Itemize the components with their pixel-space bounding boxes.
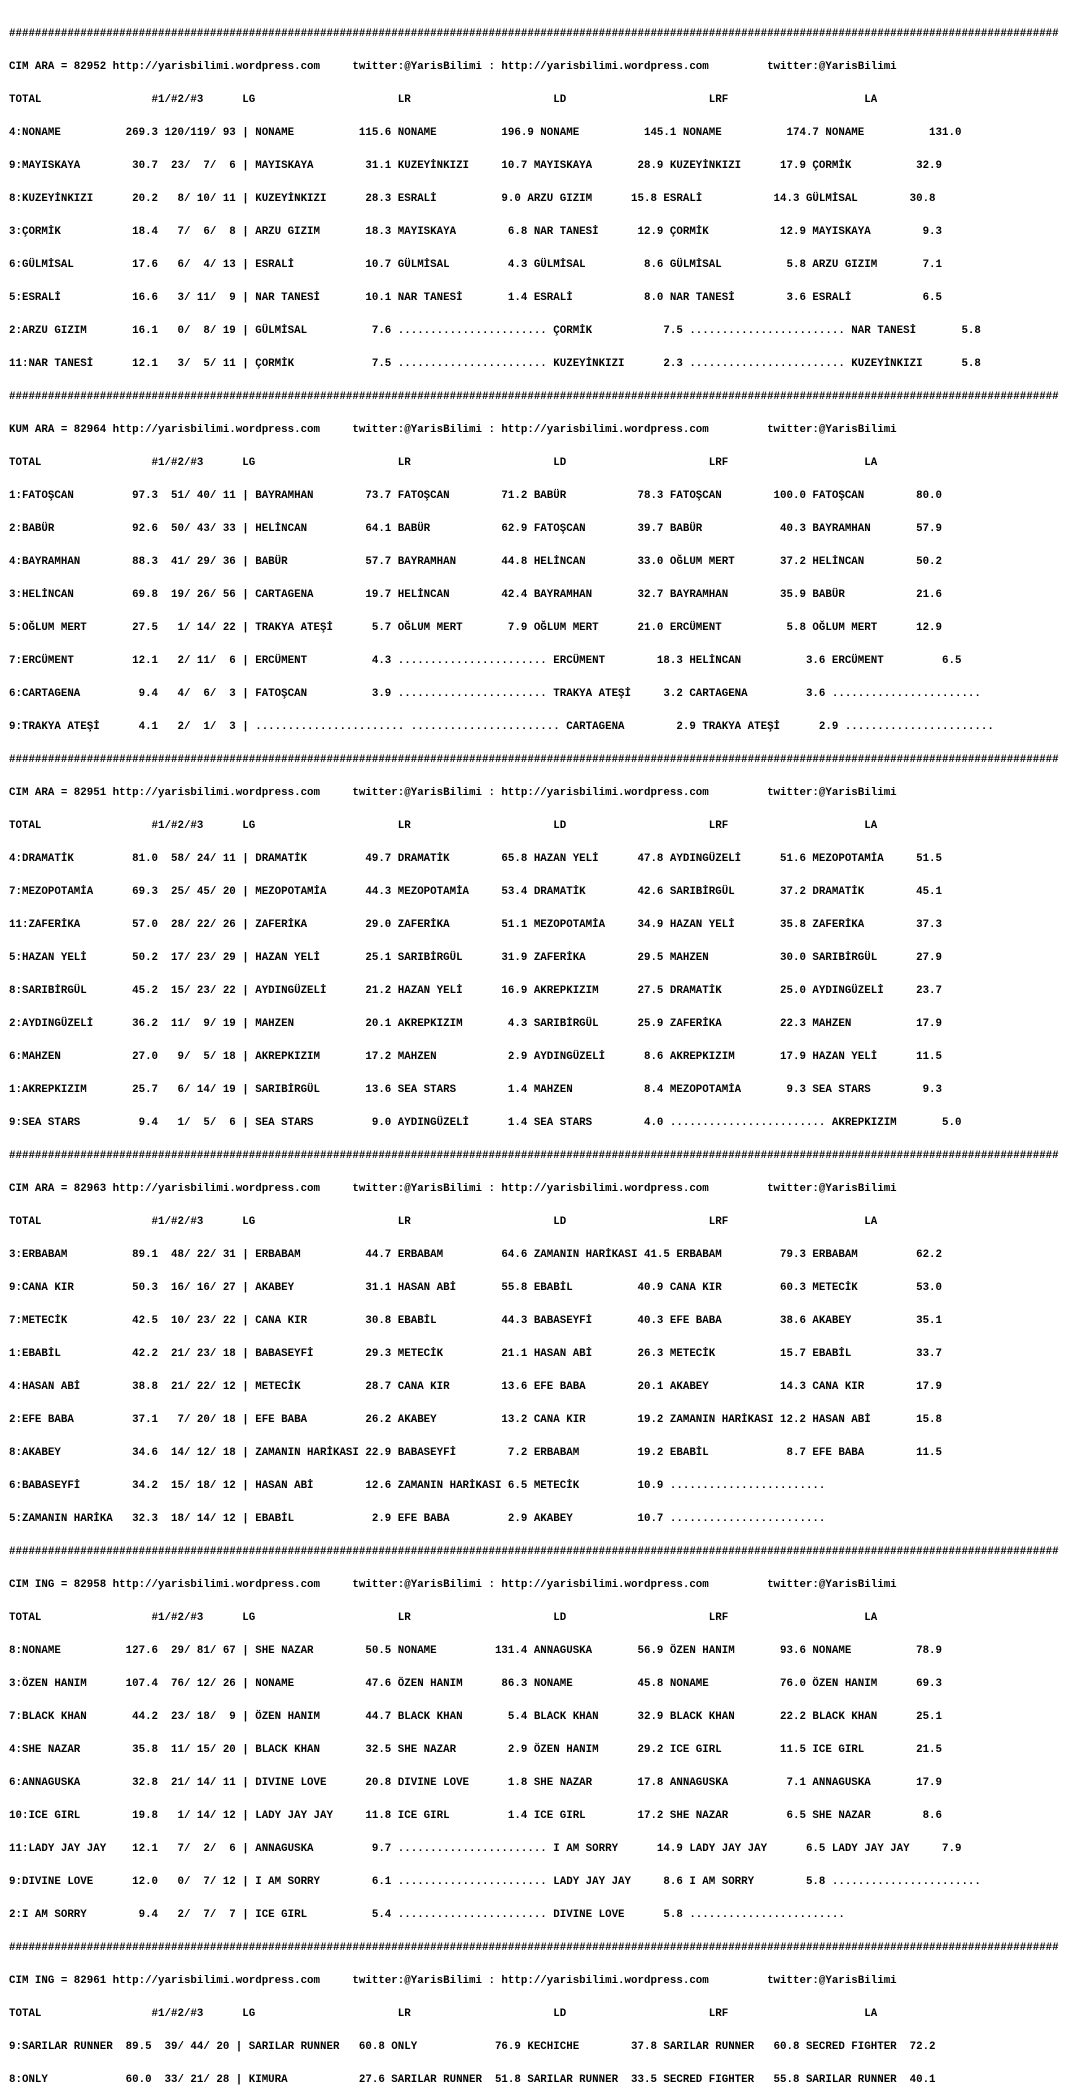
- column-header: TOTAL #1/#2/#3 LG LR LD LRF LA: [9, 1612, 878, 1624]
- column-header: TOTAL #1/#2/#3 LG LR LD LRF LA: [9, 1216, 878, 1228]
- race-header: CIM ARA = 82951 http://yarisbilimi.wordpress.com twitter:@YarisBilimi : http://yarisbilimi.wordpress.com twitter:@YarisBilimi: [9, 787, 897, 799]
- column-header: TOTAL #1/#2/#3 LG LR LD LRF LA: [9, 94, 878, 106]
- table-row: 6:ANNAGUSKA 32.8 21/ 14/ 11 | DIVINE LOVE 20.8 DIVINE LOVE 1.8 SHE NAZAR 17.8 ANNAGUSKA 7.1 ANNAGUSKA 17.9: [9, 1777, 943, 1789]
- race-header: CIM ARA = 82952 http://yarisbilimi.wordpress.com twitter:@YarisBilimi : http://yarisbilimi.wordpress.com twitter:@YarisBilimi: [9, 61, 897, 73]
- table-row: 7:MEZOPOTAMİA 69.3 25/ 45/ 20 | MEZOPOTAMİA 44.3 MEZOPOTAMİA 53.4 DRAMATİK 42.6 SARIBİRGÜL 37.2 DRAMATİK 45.1: [9, 886, 943, 898]
- race-header: CIM ARA = 82963 http://yarisbilimi.wordpress.com twitter:@YarisBilimi : http://yarisbilimi.wordpress.com twitter:@YarisBilimi: [9, 1183, 897, 1195]
- table-row: 8:KUZEYİNKIZI 20.2 8/ 10/ 11 | KUZEYİNKIZI 28.3 ESRALİ 9.0 ARZU GIZIM 15.8 ESRALİ 14.3 GÜLMİSAL 30.8: [9, 193, 936, 205]
- separator-line: ##################################################################################################################################################################: [9, 1546, 1059, 1558]
- table-row: 7:METECİK 42.5 10/ 23/ 22 | CANA KIR 30.8 EBABİL 44.3 BABASEYFİ 40.3 EFE BABA 38.6 AKABEY 35.1: [9, 1315, 943, 1327]
- table-row: 11:LADY JAY JAY 12.1 7/ 2/ 6 | ANNAGUSKA 9.7 ....................... I AM SORRY 14.9 LADY JAY JAY 6.5 LADY JAY JAY 7.9: [9, 1843, 962, 1855]
- table-row: 4:NONAME 269.3 120/119/ 93 | NONAME 115.6 NONAME 196.9 NONAME 145.1 NONAME 174.7 NONAME 131.0: [9, 127, 962, 139]
- table-row: 10:ICE GIRL 19.8 1/ 14/ 12 | LADY JAY JAY 11.8 ICE GIRL 1.4 ICE GIRL 17.2 SHE NAZAR 6.5 SHE NAZAR 8.6: [9, 1810, 943, 1822]
- table-row: 2:AYDINGÜZELİ 36.2 11/ 9/ 19 | MAHZEN 20.1 AKREPKIZIM 4.3 SARIBİRGÜL 25.9 ZAFERİKA 22.3 MAHZEN 17.9: [9, 1018, 943, 1030]
- table-row: 2:BABÜR 92.6 50/ 43/ 33 | HELİNCAN 64.1 BABÜR 62.9 FATOŞCAN 39.7 BABÜR 40.3 BAYRAMHAN 57.9: [9, 523, 943, 535]
- table-row: 9:CANA KIR 50.3 16/ 16/ 27 | AKABEY 31.1 HASAN ABİ 55.8 EBABİL 40.9 CANA KIR 60.3 METECİK 53.0: [9, 1282, 943, 1294]
- table-row: 3:HELİNCAN 69.8 19/ 26/ 56 | CARTAGENA 19.7 HELİNCAN 42.4 BAYRAMHAN 32.7 BAYRAMHAN 35.9 BABÜR 21.6: [9, 589, 943, 601]
- table-row: 5:ESRALİ 16.6 3/ 11/ 9 | NAR TANESİ 10.1 NAR TANESİ 1.4 ESRALİ 8.0 NAR TANESİ 3.6 ESRALİ 6.5: [9, 292, 943, 304]
- table-row: 4:SHE NAZAR 35.8 11/ 15/ 20 | BLACK KHAN 32.5 SHE NAZAR 2.9 ÖZEN HANIM 29.2 ICE GIRL 11.5 ICE GIRL 21.5: [9, 1744, 943, 1756]
- race-header: KUM ARA = 82964 http://yarisbilimi.wordpress.com twitter:@YarisBilimi : http://yarisbilimi.wordpress.com twitter:@YarisBilimi: [9, 424, 897, 436]
- table-row: 1:EBABİL 42.2 21/ 23/ 18 | BABASEYFİ 29.3 METECİK 21.1 HASAN ABİ 26.3 METECİK 15.7 EBABİL 33.7: [9, 1348, 943, 1360]
- table-row: 5:OĞLUM MERT 27.5 1/ 14/ 22 | TRAKYA ATEŞİ 5.7 OĞLUM MERT 7.9 OĞLUM MERT 21.0 ERCÜMENT 5.8 OĞLUM MERT 12.9: [9, 622, 943, 634]
- table-row: 5:HAZAN YELİ 50.2 17/ 23/ 29 | HAZAN YELİ 25.1 SARIBİRGÜL 31.9 ZAFERİKA 29.5 MAHZEN 30.0 SARIBİRGÜL 27.9: [9, 952, 943, 964]
- table-row: 8:SARIBİRGÜL 45.2 15/ 23/ 22 | AYDINGÜZELİ 21.2 HAZAN YELİ 16.9 AKREPKIZIM 27.5 DRAMATİK 25.0 AYDINGÜZELİ 23.7: [9, 985, 943, 997]
- table-row: 2:ARZU GIZIM 16.1 0/ 8/ 19 | GÜLMİSAL 7.6 ....................... ÇORMİK 7.5 ........................ NAR TANESİ 5.8: [9, 325, 981, 337]
- table-row: 4:BAYRAMHAN 88.3 41/ 29/ 36 | BABÜR 57.7 BAYRAMHAN 44.8 HELİNCAN 33.0 OĞLUM MERT 37.2 HELİNCAN 50.2: [9, 556, 943, 568]
- table-row: 9:SARILAR RUNNER 89.5 39/ 44/ 20 | SARILAR RUNNER 60.8 ONLY 76.9 KECHICHE 37.8 SARILAR RUNNER 60.8 SECRED FIGHTER 72.2: [9, 2041, 936, 2053]
- table-row: 9:SEA STARS 9.4 1/ 5/ 6 | SEA STARS 9.0 AYDINGÜZELİ 1.4 SEA STARS 4.0 ........................ AKREPKIZIM 5.0: [9, 1117, 962, 1129]
- table-row: 4:HASAN ABİ 38.8 21/ 22/ 12 | METECİK 28.7 CANA KIR 13.6 EFE BABA 20.1 AKABEY 14.3 CANA KIR 17.9: [9, 1381, 943, 1393]
- race-header: CIM ING = 82958 http://yarisbilimi.wordpress.com twitter:@YarisBilimi : http://yarisbilimi.wordpress.com twitter:@YarisBilimi: [9, 1579, 897, 1591]
- separator-line: ##################################################################################################################################################################: [9, 754, 1059, 766]
- table-row: 6:MAHZEN 27.0 9/ 5/ 18 | AKREPKIZIM 17.2 MAHZEN 2.9 AYDINGÜZELİ 8.6 AKREPKIZIM 17.9 HAZAN YELİ 11.5: [9, 1051, 943, 1063]
- table-row: 1:AKREPKIZIM 25.7 6/ 14/ 19 | SARIBİRGÜL 13.6 SEA STARS 1.4 MAHZEN 8.4 MEZOPOTAMİA 9.3 SEA STARS 9.3: [9, 1084, 943, 1096]
- table-row: 11:ZAFERİKA 57.0 28/ 22/ 26 | ZAFERİKA 29.0 ZAFERİKA 51.1 MEZOPOTAMİA 34.9 HAZAN YELİ 35.8 ZAFERİKA 37.3: [9, 919, 943, 931]
- race-header: CIM ING = 82961 http://yarisbilimi.wordpress.com twitter:@YarisBilimi : http://yarisbilimi.wordpress.com twitter:@YarisBilimi: [9, 1975, 897, 1987]
- table-row: 6:GÜLMİSAL 17.6 6/ 4/ 13 | ESRALİ 10.7 GÜLMİSAL 4.3 GÜLMİSAL 8.6 GÜLMİSAL 5.8 ARZU GIZIM 7.1: [9, 259, 943, 271]
- table-row: 9:DIVINE LOVE 12.0 0/ 7/ 12 | I AM SORRY 6.1 ....................... LADY JAY JAY 8.6 I AM SORRY 5.8 .......................: [9, 1876, 981, 1888]
- table-row: 11:NAR TANESİ 12.1 3/ 5/ 11 | ÇORMİK 7.5 ....................... KUZEYİNKIZI 2.3 ........................ KUZEYİNKIZI 5.8: [9, 358, 981, 370]
- column-header: TOTAL #1/#2/#3 LG LR LD LRF LA: [9, 820, 878, 832]
- table-row: 7:ERCÜMENT 12.1 2/ 11/ 6 | ERCÜMENT 4.3 ....................... ERCÜMENT 18.3 HELİNCAN 3.6 ERCÜMENT 6.5: [9, 655, 962, 667]
- table-row: 8:ONLY 60.0 33/ 21/ 28 | KIMURA 27.6 SARILAR RUNNER 51.8 SARILAR RUNNER 33.5 SECRED FIGHTER 55.8 SARILAR RUNNER 40.1: [9, 2074, 936, 2086]
- separator-line: ##################################################################################################################################################################: [9, 1942, 1059, 1954]
- table-row: 6:BABASEYFİ 34.2 15/ 18/ 12 | HASAN ABİ 12.6 ZAMANIN HARİKASI 6.5 METECİK 10.9 ........................: [9, 1480, 826, 1492]
- column-header: TOTAL #1/#2/#3 LG LR LD LRF LA: [9, 457, 878, 469]
- table-row: 9:TRAKYA ATEŞİ 4.1 2/ 1/ 3 | ....................... ....................... CARTAGENA 2.9 TRAKYA ATEŞİ 2.9 .......................: [9, 721, 994, 733]
- table-row: 3:ÇORMİK 18.4 7/ 6/ 8 | ARZU GIZIM 18.3 MAYISKAYA 6.8 NAR TANESİ 12.9 ÇORMİK 12.9 MAYISKAYA 9.3: [9, 226, 943, 238]
- table-row: 4:DRAMATİK 81.0 58/ 24/ 11 | DRAMATİK 49.7 DRAMATİK 65.8 HAZAN YELİ 47.8 AYDINGÜZELİ 51.6 MEZOPOTAMİA 51.5: [9, 853, 943, 865]
- table-row: 5:ZAMANIN HARİKA 32.3 18/ 14/ 12 | EBABİL 2.9 EFE BABA 2.9 AKABEY 10.7 ........................: [9, 1513, 826, 1525]
- separator-line: ##################################################################################################################################################################: [9, 391, 1059, 403]
- table-row: 8:AKABEY 34.6 14/ 12/ 18 | ZAMANIN HARİKASI 22.9 BABASEYFİ 7.2 ERBABAM 19.2 EBABİL 8.7 EFE BABA 11.5: [9, 1447, 943, 1459]
- table-row: 3:ÖZEN HANIM 107.4 76/ 12/ 26 | NONAME 47.6 ÖZEN HANIM 86.3 NONAME 45.8 NONAME 76.0 ÖZEN HANIM 69.3: [9, 1678, 943, 1690]
- table-row: 1:FATOŞCAN 97.3 51/ 40/ 11 | BAYRAMHAN 73.7 FATOŞCAN 71.2 BABÜR 78.3 FATOŞCAN 100.0 FATOŞCAN 80.0: [9, 490, 943, 502]
- column-header: TOTAL #1/#2/#3 LG LR LD LRF LA: [9, 2008, 878, 2020]
- table-row: 8:NONAME 127.6 29/ 81/ 67 | SHE NAZAR 50.5 NONAME 131.4 ANNAGUSKA 56.9 ÖZEN HANIM 93.6 NONAME 78.9: [9, 1645, 943, 1657]
- table-row: 2:I AM SORRY 9.4 2/ 7/ 7 | ICE GIRL 5.4 ....................... DIVINE LOVE 5.8 ........................: [9, 1909, 845, 1921]
- table-row: 9:MAYISKAYA 30.7 23/ 7/ 6 | MAYISKAYA 31.1 KUZEYİNKIZI 10.7 MAYISKAYA 28.9 KUZEYİNKIZI 17.9 ÇORMİK 32.9: [9, 160, 943, 172]
- separator-line: ##################################################################################################################################################################: [9, 28, 1059, 40]
- table-row: 3:ERBABAM 89.1 48/ 22/ 31 | ERBABAM 44.7 ERBABAM 64.6 ZAMANIN HARİKASI 41.5 ERBABAM 79.3 ERBABAM 62.2: [9, 1249, 943, 1261]
- table-row: 6:CARTAGENA 9.4 4/ 6/ 3 | FATOŞCAN 3.9 ....................... TRAKYA ATEŞİ 3.2 CARTAGENA 3.6 .......................: [9, 688, 981, 700]
- table-row: 2:EFE BABA 37.1 7/ 20/ 18 | EFE BABA 26.2 AKABEY 13.2 CANA KIR 19.2 ZAMANIN HARİKASI 12.2 HASAN ABİ 15.8: [9, 1414, 943, 1426]
- separator-line: ##################################################################################################################################################################: [9, 1150, 1059, 1162]
- table-row: 7:BLACK KHAN 44.2 23/ 18/ 9 | ÖZEN HANIM 44.7 BLACK KHAN 5.4 BLACK KHAN 32.9 BLACK KHAN 22.2 BLACK KHAN 25.1: [9, 1711, 943, 1723]
